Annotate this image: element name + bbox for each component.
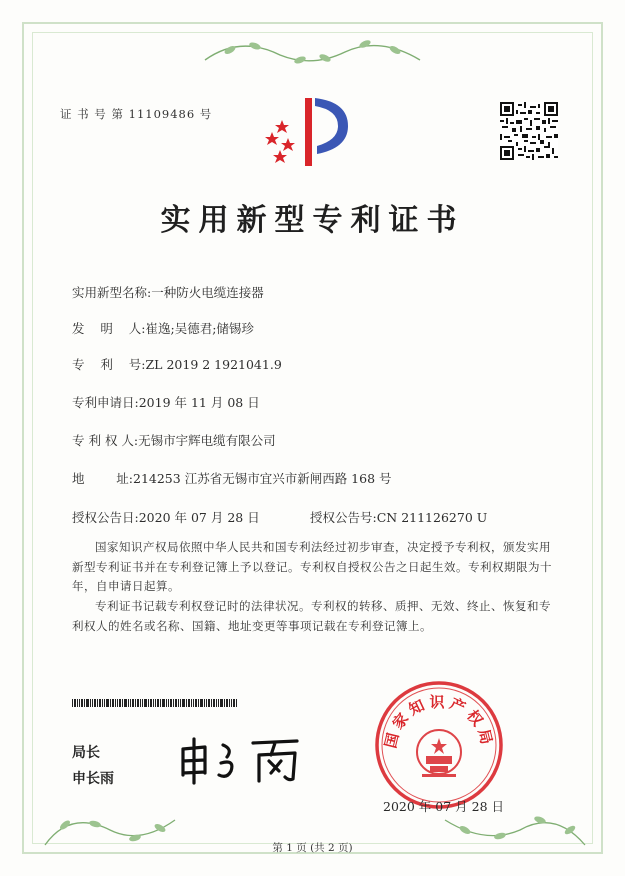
seal-date: 2020 年 07 月 28 日	[383, 799, 504, 814]
address-value: 214253 江苏省无锡市宜兴市新闸西路 168 号	[133, 471, 392, 486]
address-label: 地 址:	[72, 471, 133, 486]
qr-code	[500, 102, 558, 160]
grant-number-label: 授权公告号:	[310, 510, 377, 525]
inventor-row	[72, 319, 254, 337]
filing-date-value: 2019 年 11 月 08 日	[138, 395, 260, 410]
filing-date-row	[72, 393, 260, 411]
seal-text: 国家知识产权局	[381, 693, 497, 750]
patentee-label: 专 利 权 人:	[72, 433, 139, 448]
top-vine-ornament	[200, 30, 425, 70]
utility-model-name-label: 实用新型名称:	[72, 285, 152, 300]
certificate-title: 实用新型专利证书	[160, 203, 465, 238]
utility-model-name-row	[72, 283, 264, 301]
grant-number-value: CN 211126270 U	[376, 510, 488, 525]
official-seal	[374, 680, 504, 810]
patent-number-row	[72, 355, 282, 373]
grant-date-row	[72, 508, 260, 526]
grant-date-value: 2020 年 07 月 28 日	[138, 510, 260, 525]
director-name: 申长雨	[72, 771, 114, 787]
filing-date-label: 专利申请日:	[72, 395, 139, 410]
director-signature	[175, 735, 310, 785]
director-title: 局长	[72, 745, 100, 761]
inventor-value: 崔逸;吴德君;储锡珍	[145, 321, 254, 336]
patent-number-value: ZL 2019 2 1921041.9	[145, 357, 282, 372]
inventor-label: 发 明 人:	[72, 321, 146, 336]
address-row	[72, 469, 392, 487]
patentee-row	[72, 431, 276, 449]
grant-statement-paragraph: 国家知识产权局依照中华人民共和国专利法经过初步审查，决定授予专利权，颁发实用新型专利证书并在专利登记簿上予以登记。专利权自授权公告之日起生效。专利权期限为十年，自申请日起算。	[72, 540, 552, 593]
page-footer: 第 1 页 (共 2 页)	[272, 842, 353, 854]
certificate-number: 证 书 号 第 11109486 号	[60, 107, 213, 121]
patentee-value: 无锡市宇辉电缆有限公司	[138, 433, 276, 448]
patent-office-logo	[260, 92, 360, 172]
utility-model-name-value: 一种防火电缆连接器	[151, 285, 264, 300]
grant-date-label: 授权公告日:	[72, 510, 139, 525]
barcode	[72, 699, 237, 707]
legal-status-paragraph: 专利证书记载专利权登记时的法律状况。专利权的转移、质押、无效、终止、恢复和专利权人的姓名或名称、国籍、地址变更等事项记载在专利登记簿上。	[72, 599, 551, 633]
grant-number-row	[310, 508, 487, 526]
patent-number-label: 专 利 号:	[72, 357, 146, 372]
